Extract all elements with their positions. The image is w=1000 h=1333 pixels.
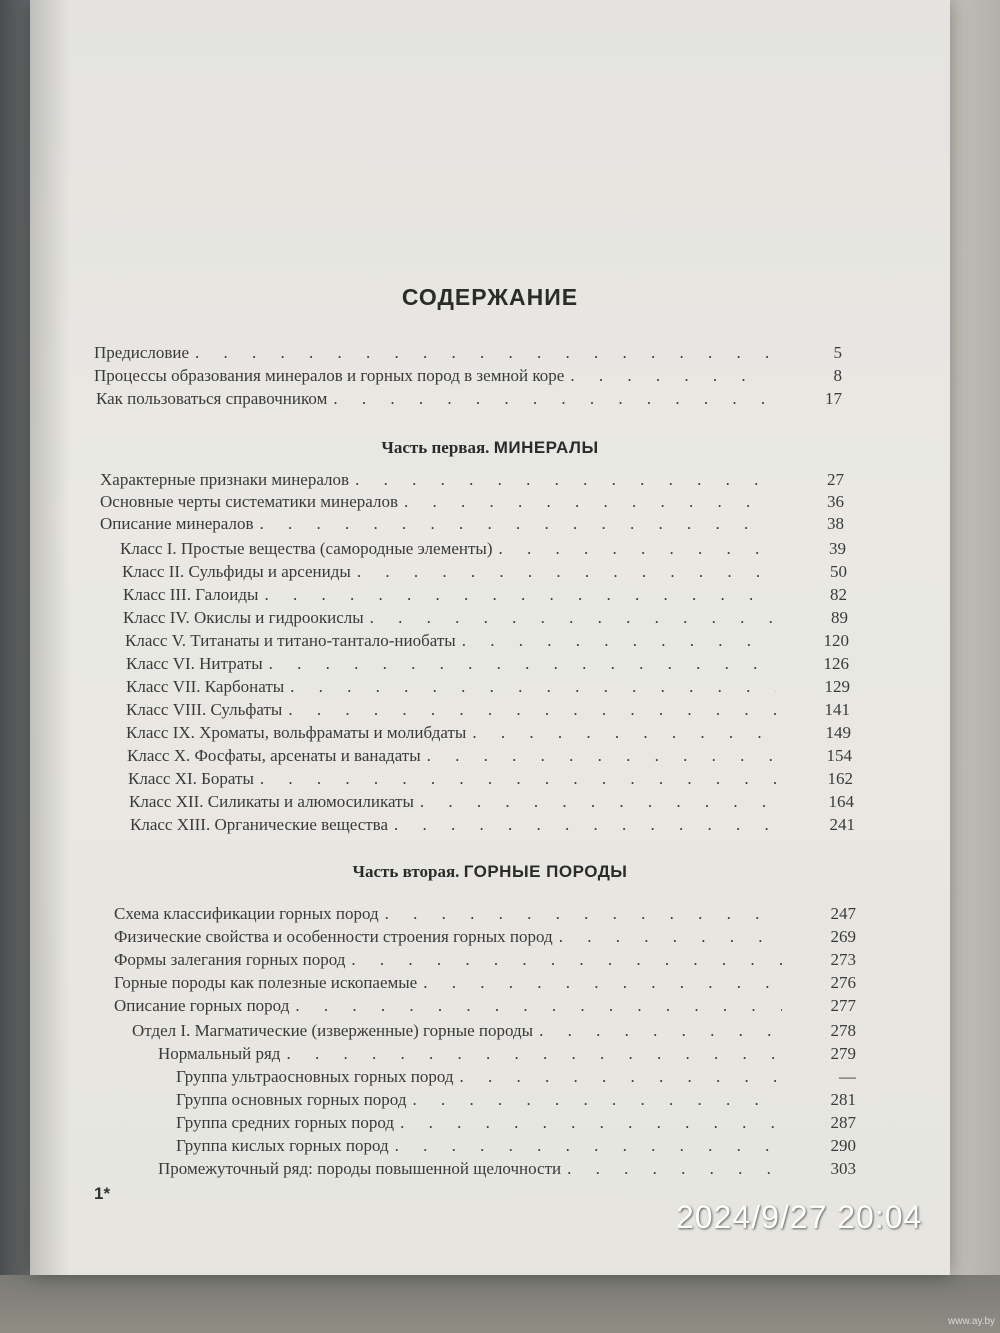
toc-page-number: 278 bbox=[830, 1021, 856, 1040]
toc-entry bbox=[127, 746, 852, 766]
toc-page-number: 279 bbox=[830, 1044, 856, 1063]
toc-entry-text: Класс IX. Хроматы, вольфраматы и молибдаты bbox=[126, 723, 467, 742]
toc-page-number: 50 bbox=[830, 562, 847, 581]
toc-entry bbox=[94, 343, 842, 363]
toc-page-number: 5 bbox=[833, 343, 842, 362]
toc-page-number: 154 bbox=[826, 746, 852, 765]
part-one-title bbox=[30, 438, 950, 458]
toc-page-number: 120 bbox=[823, 631, 849, 650]
toc-entry-text: Группа ультраосновных горных пород bbox=[176, 1067, 454, 1086]
toc-page-number: 164 bbox=[828, 792, 854, 811]
toc-entry bbox=[132, 1021, 856, 1041]
toc-entry-text: Класс VIII. Сульфаты bbox=[126, 700, 283, 719]
toc-entry bbox=[126, 677, 850, 697]
toc-entry bbox=[114, 904, 856, 924]
leader-dots bbox=[351, 950, 782, 970]
leader-dots bbox=[385, 904, 782, 924]
leader-dots bbox=[370, 608, 774, 628]
toc-page-number: 82 bbox=[830, 585, 847, 604]
toc-entry bbox=[114, 950, 856, 970]
toc-entry bbox=[126, 654, 849, 674]
toc-page-number: 162 bbox=[827, 769, 853, 788]
toc-entry bbox=[100, 514, 844, 534]
toc-entry-text: Класс I. Простые вещества (самородные элементы) bbox=[120, 539, 493, 558]
toc-entry bbox=[128, 769, 853, 789]
toc-page-number: 277 bbox=[830, 996, 856, 1015]
toc-page-number: 36 bbox=[827, 492, 844, 511]
book-page bbox=[30, 0, 950, 1275]
toc-entry-text: Описание минералов bbox=[100, 514, 254, 533]
leader-dots bbox=[260, 769, 779, 789]
toc-entry-text: Класс II. Сульфиды и арсениды bbox=[122, 562, 351, 581]
toc-entry-text: Промежуточный ряд: породы повышенной щелочности bbox=[158, 1159, 562, 1178]
leader-dots bbox=[286, 1044, 782, 1064]
toc-page-number: 276 bbox=[830, 973, 856, 992]
toc-page-number: 129 bbox=[824, 677, 850, 696]
toc-entry-text: Класс VI. Нитраты bbox=[126, 654, 263, 673]
toc-entry bbox=[100, 492, 844, 512]
toc-entry-text: Основные черты систематики минералов bbox=[100, 492, 398, 511]
leader-dots bbox=[355, 470, 770, 490]
toc-page-number: 17 bbox=[825, 389, 842, 408]
leader-dots bbox=[288, 700, 776, 720]
part-two-title bbox=[30, 862, 950, 882]
toc-entry bbox=[100, 470, 844, 490]
toc-entry-text: Класс VII. Карбонаты bbox=[126, 677, 285, 696]
toc-entry bbox=[176, 1090, 856, 1110]
leader-dots bbox=[567, 1159, 782, 1179]
toc-entry-text: Группа основных горных пород bbox=[176, 1090, 407, 1109]
toc-entry bbox=[130, 815, 855, 835]
toc-page-number: 27 bbox=[827, 470, 844, 489]
toc-entry-text: Отдел I. Магматические (изверженные) горные породы bbox=[132, 1021, 534, 1040]
leader-dots bbox=[499, 539, 773, 559]
part-two-label: Часть вторая. bbox=[352, 862, 460, 881]
toc-page-number: 247 bbox=[830, 904, 856, 923]
leader-dots bbox=[539, 1021, 782, 1041]
leader-dots bbox=[570, 366, 768, 386]
toc-entry-text: Класс III. Галоиды bbox=[123, 585, 259, 604]
toc-entry bbox=[176, 1067, 856, 1087]
toc-page-number: 126 bbox=[823, 654, 849, 673]
part-two-name: ГОРНЫЕ ПОРОДЫ bbox=[463, 862, 628, 881]
leader-dots bbox=[460, 1067, 783, 1087]
toc-entry-text: Процессы образования минералов и горных пород в земной коре bbox=[94, 366, 565, 385]
toc-entry bbox=[120, 539, 846, 559]
leader-dots bbox=[357, 562, 773, 582]
toc-title: СОДЕРЖАНИЕ bbox=[401, 284, 579, 310]
watermark: www.ay.by bbox=[948, 1316, 996, 1327]
toc-entry-text: Класс XIII. Органические вещества bbox=[130, 815, 389, 834]
toc-page-number: 241 bbox=[829, 815, 855, 834]
toc-entry-text: Как пользоваться справочником bbox=[96, 389, 328, 408]
toc-page-number: 287 bbox=[830, 1113, 856, 1132]
toc-page-number: 89 bbox=[831, 608, 848, 627]
toc-entry-text: Физические свойства и особенности строения горных пород bbox=[114, 927, 553, 946]
toc-page-number: 290 bbox=[830, 1136, 856, 1155]
photo-timestamp: 2024/9/27 20:04 bbox=[676, 1199, 923, 1235]
toc-page-number: 269 bbox=[830, 927, 856, 946]
toc-entry bbox=[114, 973, 856, 993]
part-one-label: Часть первая. bbox=[381, 438, 490, 457]
toc-page-number: 38 bbox=[827, 514, 844, 533]
leader-dots bbox=[290, 677, 776, 697]
leader-dots bbox=[404, 492, 770, 512]
leader-dots bbox=[295, 996, 782, 1016]
toc-entry bbox=[126, 700, 850, 720]
leader-dots bbox=[400, 1113, 782, 1133]
toc-entry bbox=[114, 996, 856, 1016]
page-gutter-shadow bbox=[30, 0, 70, 1275]
toc-entry bbox=[96, 389, 842, 409]
toc-entry-text: Предисловие bbox=[94, 343, 190, 362]
background-bottom bbox=[0, 1275, 1000, 1333]
part-one-name: МИНЕРАЛЫ bbox=[493, 438, 599, 457]
toc-page-number: 281 bbox=[830, 1090, 856, 1109]
toc-entry-text: Нормальный ряд bbox=[158, 1044, 281, 1063]
toc-entry-text: Класс XI. Бораты bbox=[128, 769, 254, 788]
leader-dots bbox=[264, 585, 773, 605]
toc-entry-text: Горные породы как полезные ископаемые bbox=[114, 973, 418, 992]
toc-entry-text: Группа кислых горных пород bbox=[176, 1136, 389, 1155]
leader-dots bbox=[412, 1090, 782, 1110]
toc-page-number: 303 bbox=[830, 1159, 856, 1178]
leader-dots bbox=[462, 631, 775, 651]
toc-entry-text: Класс X. Фосфаты, арсенаты и ванадаты bbox=[127, 746, 421, 765]
toc-page-number: 273 bbox=[830, 950, 856, 969]
toc-entry bbox=[125, 631, 849, 651]
toc-entry-text: Формы залегания горных пород bbox=[114, 950, 346, 969]
toc-entry-text: Характерные признаки минералов bbox=[100, 470, 350, 489]
toc-page-number: 149 bbox=[825, 723, 851, 742]
leader-dots bbox=[395, 1136, 782, 1156]
toc-entry bbox=[114, 927, 856, 947]
toc-entry bbox=[158, 1044, 856, 1064]
toc-entry bbox=[158, 1159, 856, 1179]
toc-entry bbox=[123, 608, 848, 628]
toc-entry bbox=[176, 1113, 856, 1133]
leader-dots bbox=[195, 343, 768, 363]
toc-entry bbox=[122, 562, 847, 582]
leader-dots bbox=[427, 746, 778, 766]
leader-dots bbox=[259, 514, 770, 534]
toc-entry bbox=[123, 585, 847, 605]
toc-entry-text: Схема классификации горных пород bbox=[114, 904, 379, 923]
toc-entry-text: Класс XII. Силикаты и алюмосиликаты bbox=[129, 792, 414, 811]
toc-entry bbox=[126, 723, 851, 743]
toc-entry bbox=[176, 1136, 856, 1156]
leader-dots bbox=[472, 723, 777, 743]
toc-entry bbox=[94, 366, 842, 386]
leader-dots bbox=[333, 389, 768, 409]
toc-page-number: — bbox=[839, 1067, 856, 1086]
signature-mark: 1* bbox=[94, 1184, 111, 1203]
leader-dots bbox=[269, 654, 775, 674]
toc-entry-text: Класс V. Титанаты и титано-тантало-ниобаты bbox=[125, 631, 456, 650]
toc-entry-text: Описание горных пород bbox=[114, 996, 290, 1015]
toc-entry-text: Класс IV. Окислы и гидроокислы bbox=[123, 608, 364, 627]
toc-entry-text: Группа средних горных пород bbox=[176, 1113, 395, 1132]
toc-entry bbox=[129, 792, 854, 812]
toc-page-number: 39 bbox=[829, 539, 846, 558]
leader-dots bbox=[394, 815, 781, 835]
toc-page-number: 8 bbox=[833, 366, 842, 385]
leader-dots bbox=[559, 927, 782, 947]
leader-dots bbox=[423, 973, 782, 993]
toc-page-number: 141 bbox=[824, 700, 850, 719]
leader-dots bbox=[420, 792, 780, 812]
